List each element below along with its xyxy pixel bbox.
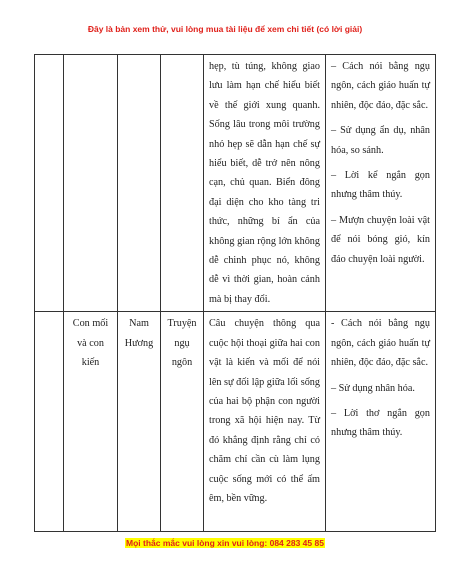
table-row: [35, 55, 436, 312]
footer-text: Mọi thắc mắc vui lòng xin vui lòng: 084 283 45 85: [126, 538, 324, 548]
preview-banner: Đây là bản xem thử, vui lòng mua tài liệu để xem chi tiết (có lời giải): [87, 24, 363, 34]
cell-title: [64, 55, 118, 312]
cell-author: [118, 55, 161, 312]
art-point: - Cách nói bằng ngụ ngôn, cách giáo huấn tự nhiên, độc đáo, đặc sắc.: [331, 318, 430, 369]
literature-table: [34, 54, 436, 532]
cell-content: Câu chuyện thông qua cuộc hội thoại giữa hai con vật là kiến và mối để nói lên sự đối lập giữa lối sống của hai bộ phận con người trong xã hội hiện nay. Từ đó khẳng định rằng chỉ có chăm chỉ cần cù làm lụng cuộc sống mới có thể ấm êm, bền vững.: [204, 312, 326, 532]
art-point: – Mượn chuyện loài vật để nói bóng gió, kín đáo chuyện loài người.: [331, 214, 430, 265]
table-row: [35, 312, 436, 532]
cell-genre: Truyện ngụ ngôn: [161, 312, 204, 532]
cell-index: [35, 312, 64, 532]
cell-index: [35, 55, 64, 312]
cell-genre: [161, 55, 204, 312]
art-point: – Lời kể ngắn gọn nhưng thâm thúy.: [331, 170, 430, 201]
art-point: – Cách nói bằng ngụ ngôn, cách giáo huấn tự nhiên, độc đáo, đặc sắc.: [331, 61, 430, 111]
contact-footer: [0, 538, 450, 548]
art-point: – Sử dụng nhân hóa.: [331, 382, 415, 394]
cell-content: hẹp, tù túng, không giao lưu làm hạn chế hiểu biết về thế giới xung quanh. Sống lâu trong môi trường nhỏ hẹp sẽ dẫn hạn chế sự hiểu biết, dễ trở nên nông cạn, chủ quan. Biển đông đại diện cho kho tàng tri thức, những bí ẩn của không gian rộng lớn không dễ chinh phục nó, không dễ vì thời gian, hoàn cảnh mà bị thay đổi.: [204, 55, 326, 312]
cell-title: Con mối và con kiến: [64, 312, 118, 532]
cell-art: [326, 55, 436, 312]
art-point: – Sử dụng ẩn dụ, nhân hóa, so sánh.: [331, 125, 430, 156]
art-point: – Lời thơ ngắn gọn nhưng thâm thúy.: [331, 407, 430, 439]
cell-author: Nam Hương: [118, 312, 161, 532]
cell-art: [326, 312, 436, 532]
